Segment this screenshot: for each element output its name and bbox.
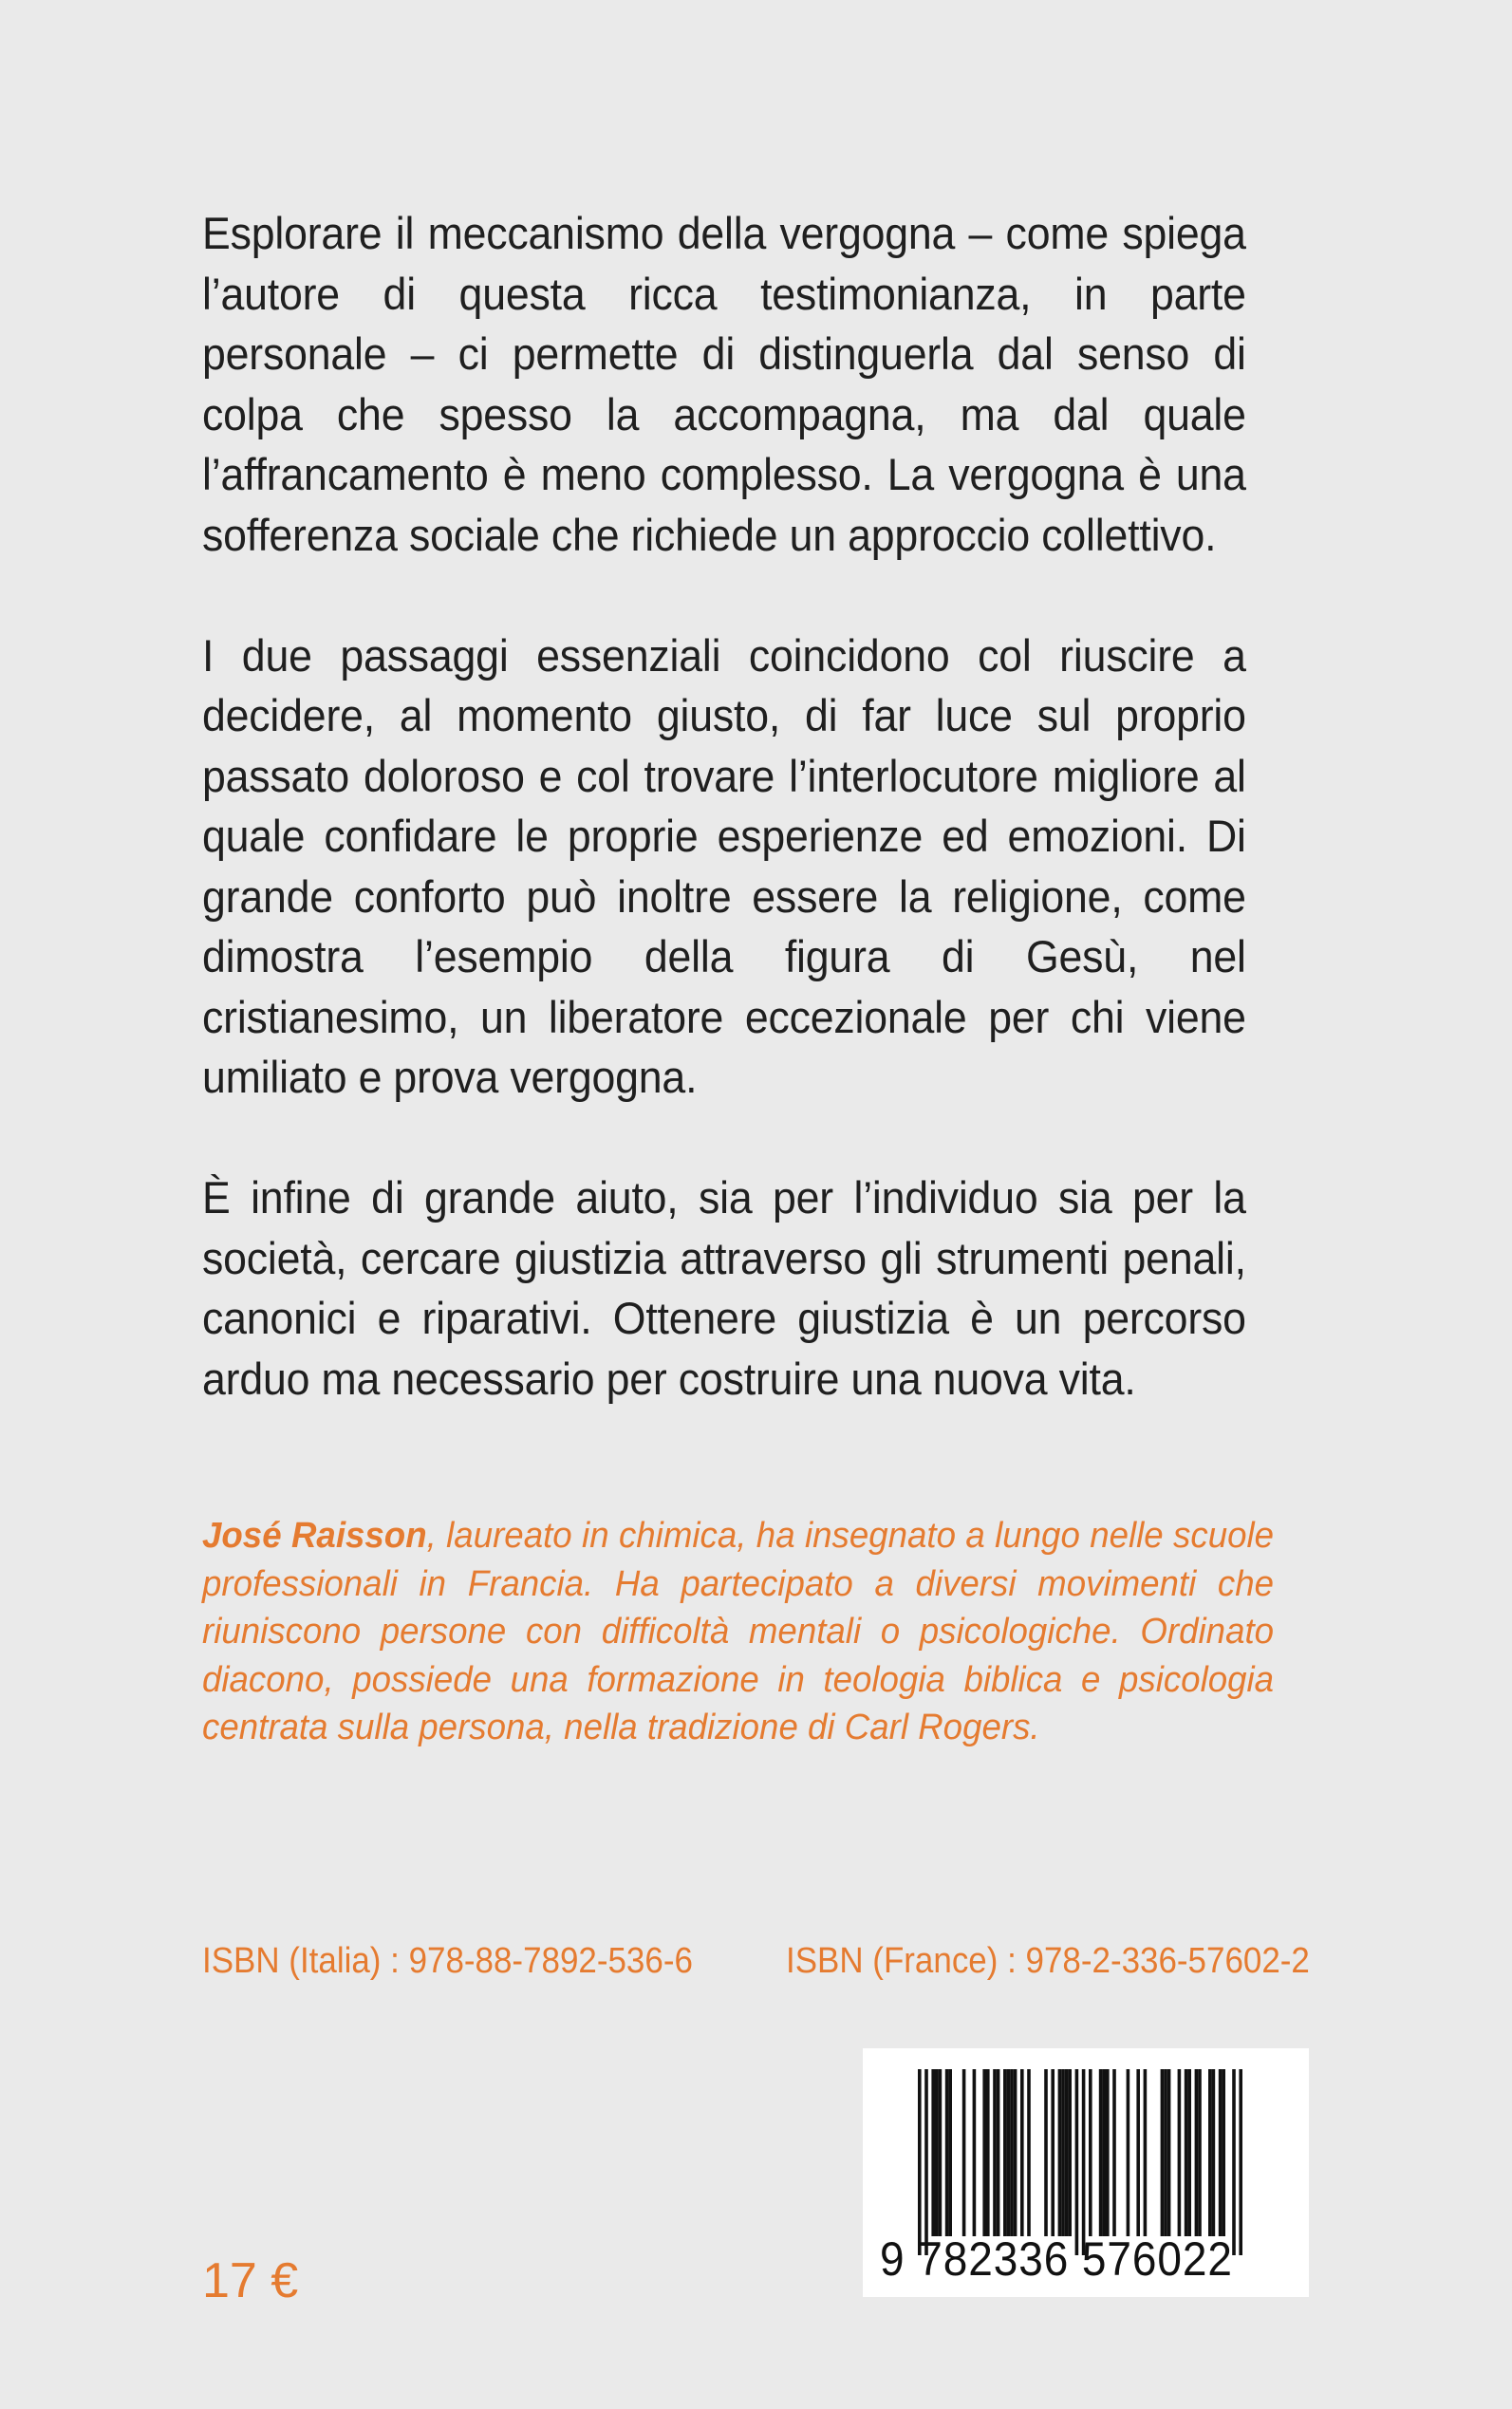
barcode-bar [973, 2069, 977, 2236]
isbn-italy: ISBN (Italia) : 978-88-7892-536-6 [202, 1941, 693, 1981]
description-paragraph-3: È infine di grande aiuto, sia per l’individuo sia per la società, cercare giustizia attraverso gli strumenti penali, canonici e riparativi. Ottenere giustizia è un percorso arduo ma necessario per costruire una nuova vita. [202, 1173, 1246, 1405]
barcode-bar [1198, 2069, 1202, 2236]
barcode-bar [1136, 2069, 1140, 2236]
author-bio [202, 1512, 1274, 1752]
barcode-bar [1027, 2069, 1031, 2236]
barcode-bar [1068, 2069, 1072, 2236]
barcode-bar [1232, 2069, 1236, 2255]
barcode-digits: 9 782336 576022 [880, 2232, 1233, 2286]
barcode-bar [1065, 2069, 1069, 2236]
barcode-bar [1003, 2069, 1007, 2236]
barcode-bar [1185, 2069, 1188, 2236]
barcode-bar [1014, 2069, 1017, 2236]
barcode-bar [1222, 2069, 1225, 2236]
author-bio-text: , laureato in chimica, ha insegnato a lungo nelle scuole professionali in Francia. Ha partecipato a diversi movimenti che riuniscono persone con difficoltà mentali o psicologiche. Ordinato diacono, possiede una formazione in teologia biblica e psicologia centrata sulla persona, nella tradizione di Carl Rogers. [202, 1516, 1275, 1747]
barcode-bar [1161, 2069, 1165, 2236]
description-paragraph-2: I due passaggi essenziali coincidono col riuscire a decidere, al momento giusto, di far luce sul proprio passato doloroso e col trovare l’interlocutore migliore al quale confidare le proprie esperienze ed emozioni. Di grande conforto può inoltre essere la religione, come dimostra l’esempio della figura di Gesù, nel cristianesimo, un liberatore eccezionale per chi viene umiliato e prova vergogna. [202, 630, 1246, 1103]
barcode-bar [1144, 2069, 1148, 2236]
barcode-bar [1167, 2069, 1171, 2236]
barcode-bar [1112, 2069, 1116, 2236]
barcode-bar [1089, 2069, 1092, 2236]
barcode-bar [918, 2069, 922, 2255]
price: 17 € [202, 2253, 299, 2308]
book-description [202, 204, 1246, 1410]
barcode-bar [939, 2069, 943, 2236]
barcode-bar [1051, 2069, 1055, 2236]
barcode-bar [986, 2069, 990, 2236]
barcode-bar [997, 2069, 1000, 2236]
barcode-bar [1195, 2069, 1199, 2236]
barcode-bar [935, 2069, 939, 2236]
author-name: José Raisson [202, 1516, 427, 1556]
barcode-bar [1212, 2069, 1216, 2236]
barcode-bar [1219, 2069, 1223, 2236]
barcode-bar [931, 2069, 935, 2236]
barcode [863, 2048, 1309, 2297]
barcode-bar [1082, 2069, 1086, 2255]
barcode-bar [993, 2069, 997, 2236]
barcode-bar [1099, 2069, 1103, 2236]
barcode-bar [1106, 2069, 1110, 2236]
barcode-bar [1075, 2069, 1079, 2255]
barcode-bar [948, 2069, 952, 2236]
description-paragraph-1: Esplorare il meccanismo della vergogna – come spiega l’autore di questa ricca testimonianza, in parte personale – ci permette di distinguerla dal senso di colpa che spesso la accompagna, ma dal quale l’affrancamento è meno complesso. La vergogna è una sofferenza sociale che richiede un approccio collettivo. [202, 209, 1246, 561]
isbn-france: ISBN (France) : 978-2-336-57602-2 [786, 1941, 1310, 1981]
barcode-bar [945, 2069, 949, 2236]
barcode-bar [962, 2069, 966, 2236]
barcode-bar [1044, 2069, 1048, 2236]
barcode-bar [1187, 2069, 1191, 2236]
author-bio-paragraph [202, 1512, 1274, 1752]
barcode-bar [1020, 2069, 1024, 2236]
barcode-bar [1102, 2069, 1106, 2236]
barcode-bar [1007, 2069, 1011, 2236]
barcode-bar [982, 2069, 986, 2236]
barcode-bar [1010, 2069, 1014, 2236]
barcode-bar [1208, 2069, 1212, 2236]
barcode-bar [1058, 2069, 1062, 2236]
barcode-bar [1178, 2069, 1182, 2236]
barcode-bar [1061, 2069, 1065, 2236]
barcode-bar [1239, 2069, 1242, 2255]
barcode-bar [1127, 2069, 1130, 2236]
barcode-bar [924, 2069, 928, 2255]
barcode-bar [1164, 2069, 1167, 2236]
